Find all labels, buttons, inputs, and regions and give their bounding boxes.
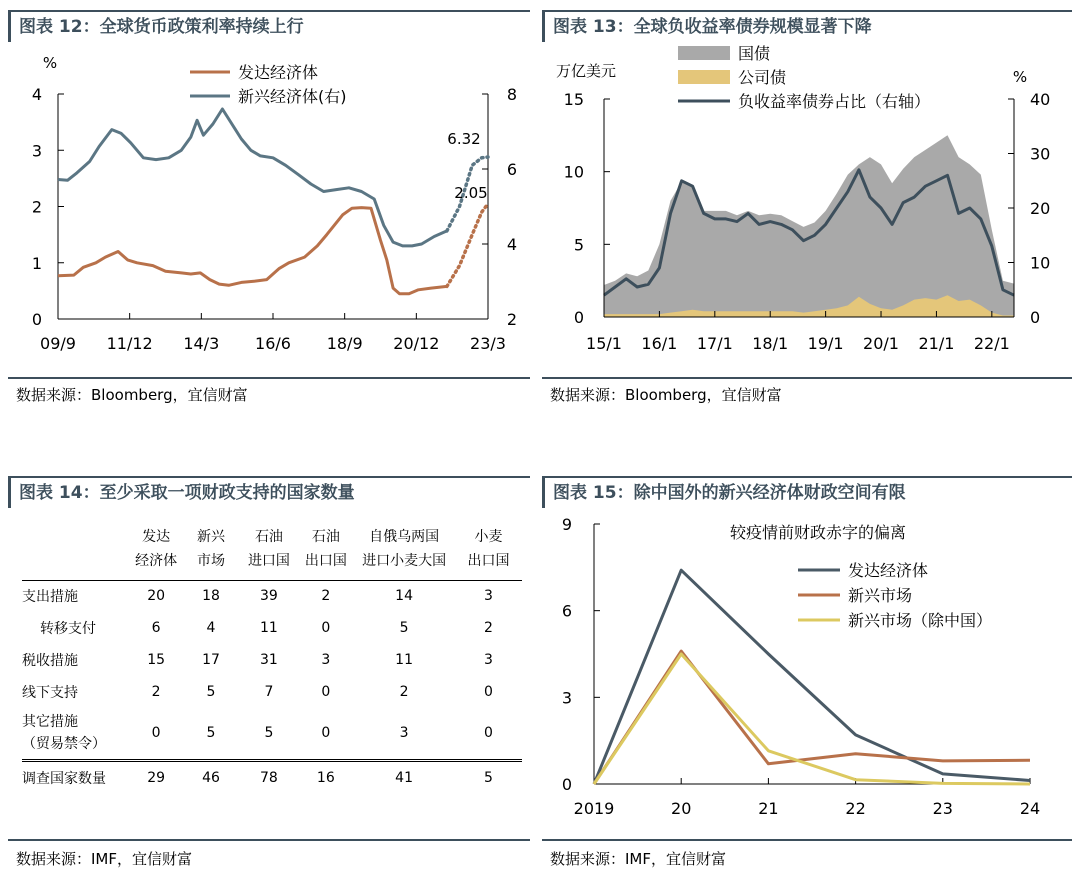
chart-13-svg [542,42,1072,397]
legend-label: 国债 [738,44,771,63]
row-label: 转移支付 [40,621,96,637]
source-text: 数据来源：Bloomberg，宜信财富 [550,386,782,404]
table-cell: 15 [147,652,166,668]
table-cell: 0 [298,708,353,760]
column-header: 出口国 [298,550,353,580]
series-line-0 [594,570,1030,784]
table-cell: 6 [151,620,161,636]
x-tick-label: 22 [845,799,866,818]
y-tick-label: 3 [561,688,572,708]
y-axis-unit: 万亿美元 [556,62,617,80]
table-cell: 31 [260,652,278,668]
table-cell: 2 [483,620,493,636]
table-cell: 0 [455,708,522,760]
x-tick-label: 09/9 [40,334,76,353]
row-label: 线下支持 [22,685,78,701]
column-header: 经济体 [130,550,183,580]
y-tick-label: 6 [561,601,572,621]
table-cell: 11 [260,620,278,636]
table-cell: 0 [321,684,331,700]
table-cell: 11 [395,652,413,668]
y-tick-label-right: 6 [506,160,518,179]
x-tick-label: 2019 [573,799,615,818]
table-cell: 0 [321,620,331,636]
chart-title: 较疫情前财政赤字的偏离 [729,523,907,542]
column-header: 自俄乌两国 [369,529,440,545]
y-tick-label: 4 [31,85,42,104]
table-cell: 39 [260,588,278,605]
table-total-row [22,760,522,794]
y-tick-label: 5 [573,235,584,255]
source-rule [8,839,530,841]
chart-12-svg [8,42,530,397]
table-cell: 3 [483,652,493,668]
y-tick-label-right: 0 [1030,308,1041,327]
row-label: 税收措施 [22,653,78,669]
table-cell: 3 [353,708,455,760]
legend-swatch-area [678,70,730,84]
table-header-row [22,522,522,550]
panel-title: 图表 15：除中国外的新兴经济体财政空间有限 [542,478,1072,508]
y-axis-unit: % [42,54,58,72]
row-label-line1: 其它措施 [22,714,78,731]
panel-title: 图表 12：全球货币政策利率持续上行 [8,12,530,42]
source-rule [542,839,1072,841]
table-cell: 2 [399,684,409,700]
column-header: 新兴 [197,529,226,545]
table-cell: 20 [147,588,166,605]
y-tick-label: 10 [563,162,584,182]
table-cell: 0 [483,684,493,700]
x-tick-label: 23/3 [470,334,506,353]
panel-title: 图表 13：全球负收益率债券规模显著下降 [542,12,1072,42]
table-cell: 16 [316,769,335,786]
table-cell: 4 [206,620,216,636]
table-row [22,644,522,676]
y-tick-label: 15 [563,90,584,109]
table-cell: 5 [483,769,493,786]
column-header: 市场 [183,550,240,580]
y-tick-label: 0 [561,775,572,794]
fiscal-support-table [22,522,522,794]
x-tick-label: 20/12 [393,334,440,353]
x-tick-label: 11/12 [106,334,153,353]
panel-chart-15 [542,476,1072,881]
table-cell: 14 [395,588,413,605]
y-tick-label: 0 [31,310,42,329]
x-tick-label: 15/1 [586,334,622,353]
panel-chart-13 [542,10,1072,410]
legend-label: 公司债 [738,68,787,87]
series-line-1 [58,109,447,246]
y-tick-label-right: 2 [506,310,518,329]
panel-title: 图表 14：至少采取一项财政支持的国家数量 [8,478,530,508]
column-header: 石油 [311,529,340,545]
table-cell: 5 [206,684,216,700]
y-tick-label-right: 30 [1030,144,1051,164]
table-cell: 5 [239,708,298,760]
source-rule [8,377,530,379]
x-tick-label: 17/1 [696,334,733,353]
x-tick-label: 20/1 [863,334,899,353]
annotation-label: 2.05 [454,184,488,202]
x-tick-label: 20 [671,799,692,818]
column-header: 出口国 [455,550,522,580]
y-tick-label: 3 [31,141,42,161]
series-line-0 [58,208,447,294]
table-cell: 29 [147,769,166,786]
table-cell: 78 [260,769,278,786]
panel-chart-12 [8,10,530,410]
table-cell: 17 [202,652,220,668]
table-corner [22,550,130,580]
legend-label: 新兴市场 [848,586,913,605]
x-tick-label: 14/3 [183,334,220,353]
x-tick-label: 19/1 [807,334,844,353]
table-cell: 2 [151,684,161,700]
source-text: 数据来源：IMF，宜信财富 [16,850,192,868]
y-tick-label: 2 [31,197,42,217]
y-tick-label-right: 20 [1030,199,1051,218]
source-rule [542,377,1072,379]
table-cell: 2 [321,588,331,605]
area-govt-bonds [604,135,1014,317]
row-label-line2: （贸易禁令） [22,736,106,753]
table-cell: 46 [202,769,220,786]
table-row [22,580,522,612]
table-corner [22,522,130,550]
legend-swatch-area [678,46,730,60]
y-tick-label-right: 40 [1030,90,1051,109]
y-tick-label: 0 [573,308,584,327]
table-header-row [22,550,522,580]
y-axis-unit-right: % [1012,68,1028,86]
x-tick-label: 18/1 [752,334,789,353]
y-tick-label: 9 [561,515,572,534]
column-header: 进口国 [239,550,298,580]
row-label: 调查国家数量 [22,770,106,787]
table-cell: 5 [399,620,409,636]
table-row [22,612,522,644]
y-tick-label-right: 4 [506,235,518,254]
x-tick-label: 16/1 [641,334,678,353]
table-cell: 41 [395,769,413,786]
table-cell: 5 [183,708,240,760]
x-tick-label: 21/1 [918,334,955,353]
column-header: 发达 [142,529,171,545]
column-header: 石油 [254,529,283,545]
y-tick-label-right: 10 [1030,253,1051,273]
legend-label: 新兴经济体(右) [238,87,347,106]
table-row [22,676,522,708]
row-label: 支出措施 [22,589,78,606]
table-cell: 3 [483,588,493,605]
x-tick-label: 23 [932,799,953,818]
table-cell: 7 [264,684,274,700]
source-text: 数据来源：Bloomberg，宜信财富 [16,386,248,404]
table-cell: 0 [130,708,183,760]
table-cell: 3 [321,652,331,668]
x-tick-label: 24 [1019,799,1041,818]
panel-chart-14 [8,476,530,881]
x-tick-label: 21 [758,799,779,818]
x-tick-label: 16/6 [255,334,291,353]
legend-label: 发达经济体 [238,63,319,82]
legend-label: 新兴市场（除中国） [848,611,993,630]
column-header: 小麦 [474,529,503,545]
x-tick-label: 22/1 [973,334,1010,353]
annotation-label: 6.32 [447,130,481,148]
legend-label: 发达经济体 [848,561,929,580]
table-row [22,708,522,760]
source-text: 数据来源：IMF，宜信财富 [550,850,726,868]
row-label [22,708,130,760]
y-tick-label: 1 [31,253,42,273]
x-tick-label: 18/9 [326,334,363,353]
y-tick-label-right: 8 [506,85,518,104]
legend-label: 负收益率债券占比（右轴） [738,92,931,111]
chart-15-svg [542,508,1072,838]
series-line-2 [594,654,1030,784]
table-cell: 18 [202,588,220,605]
column-header: 进口小麦大国 [353,550,455,580]
